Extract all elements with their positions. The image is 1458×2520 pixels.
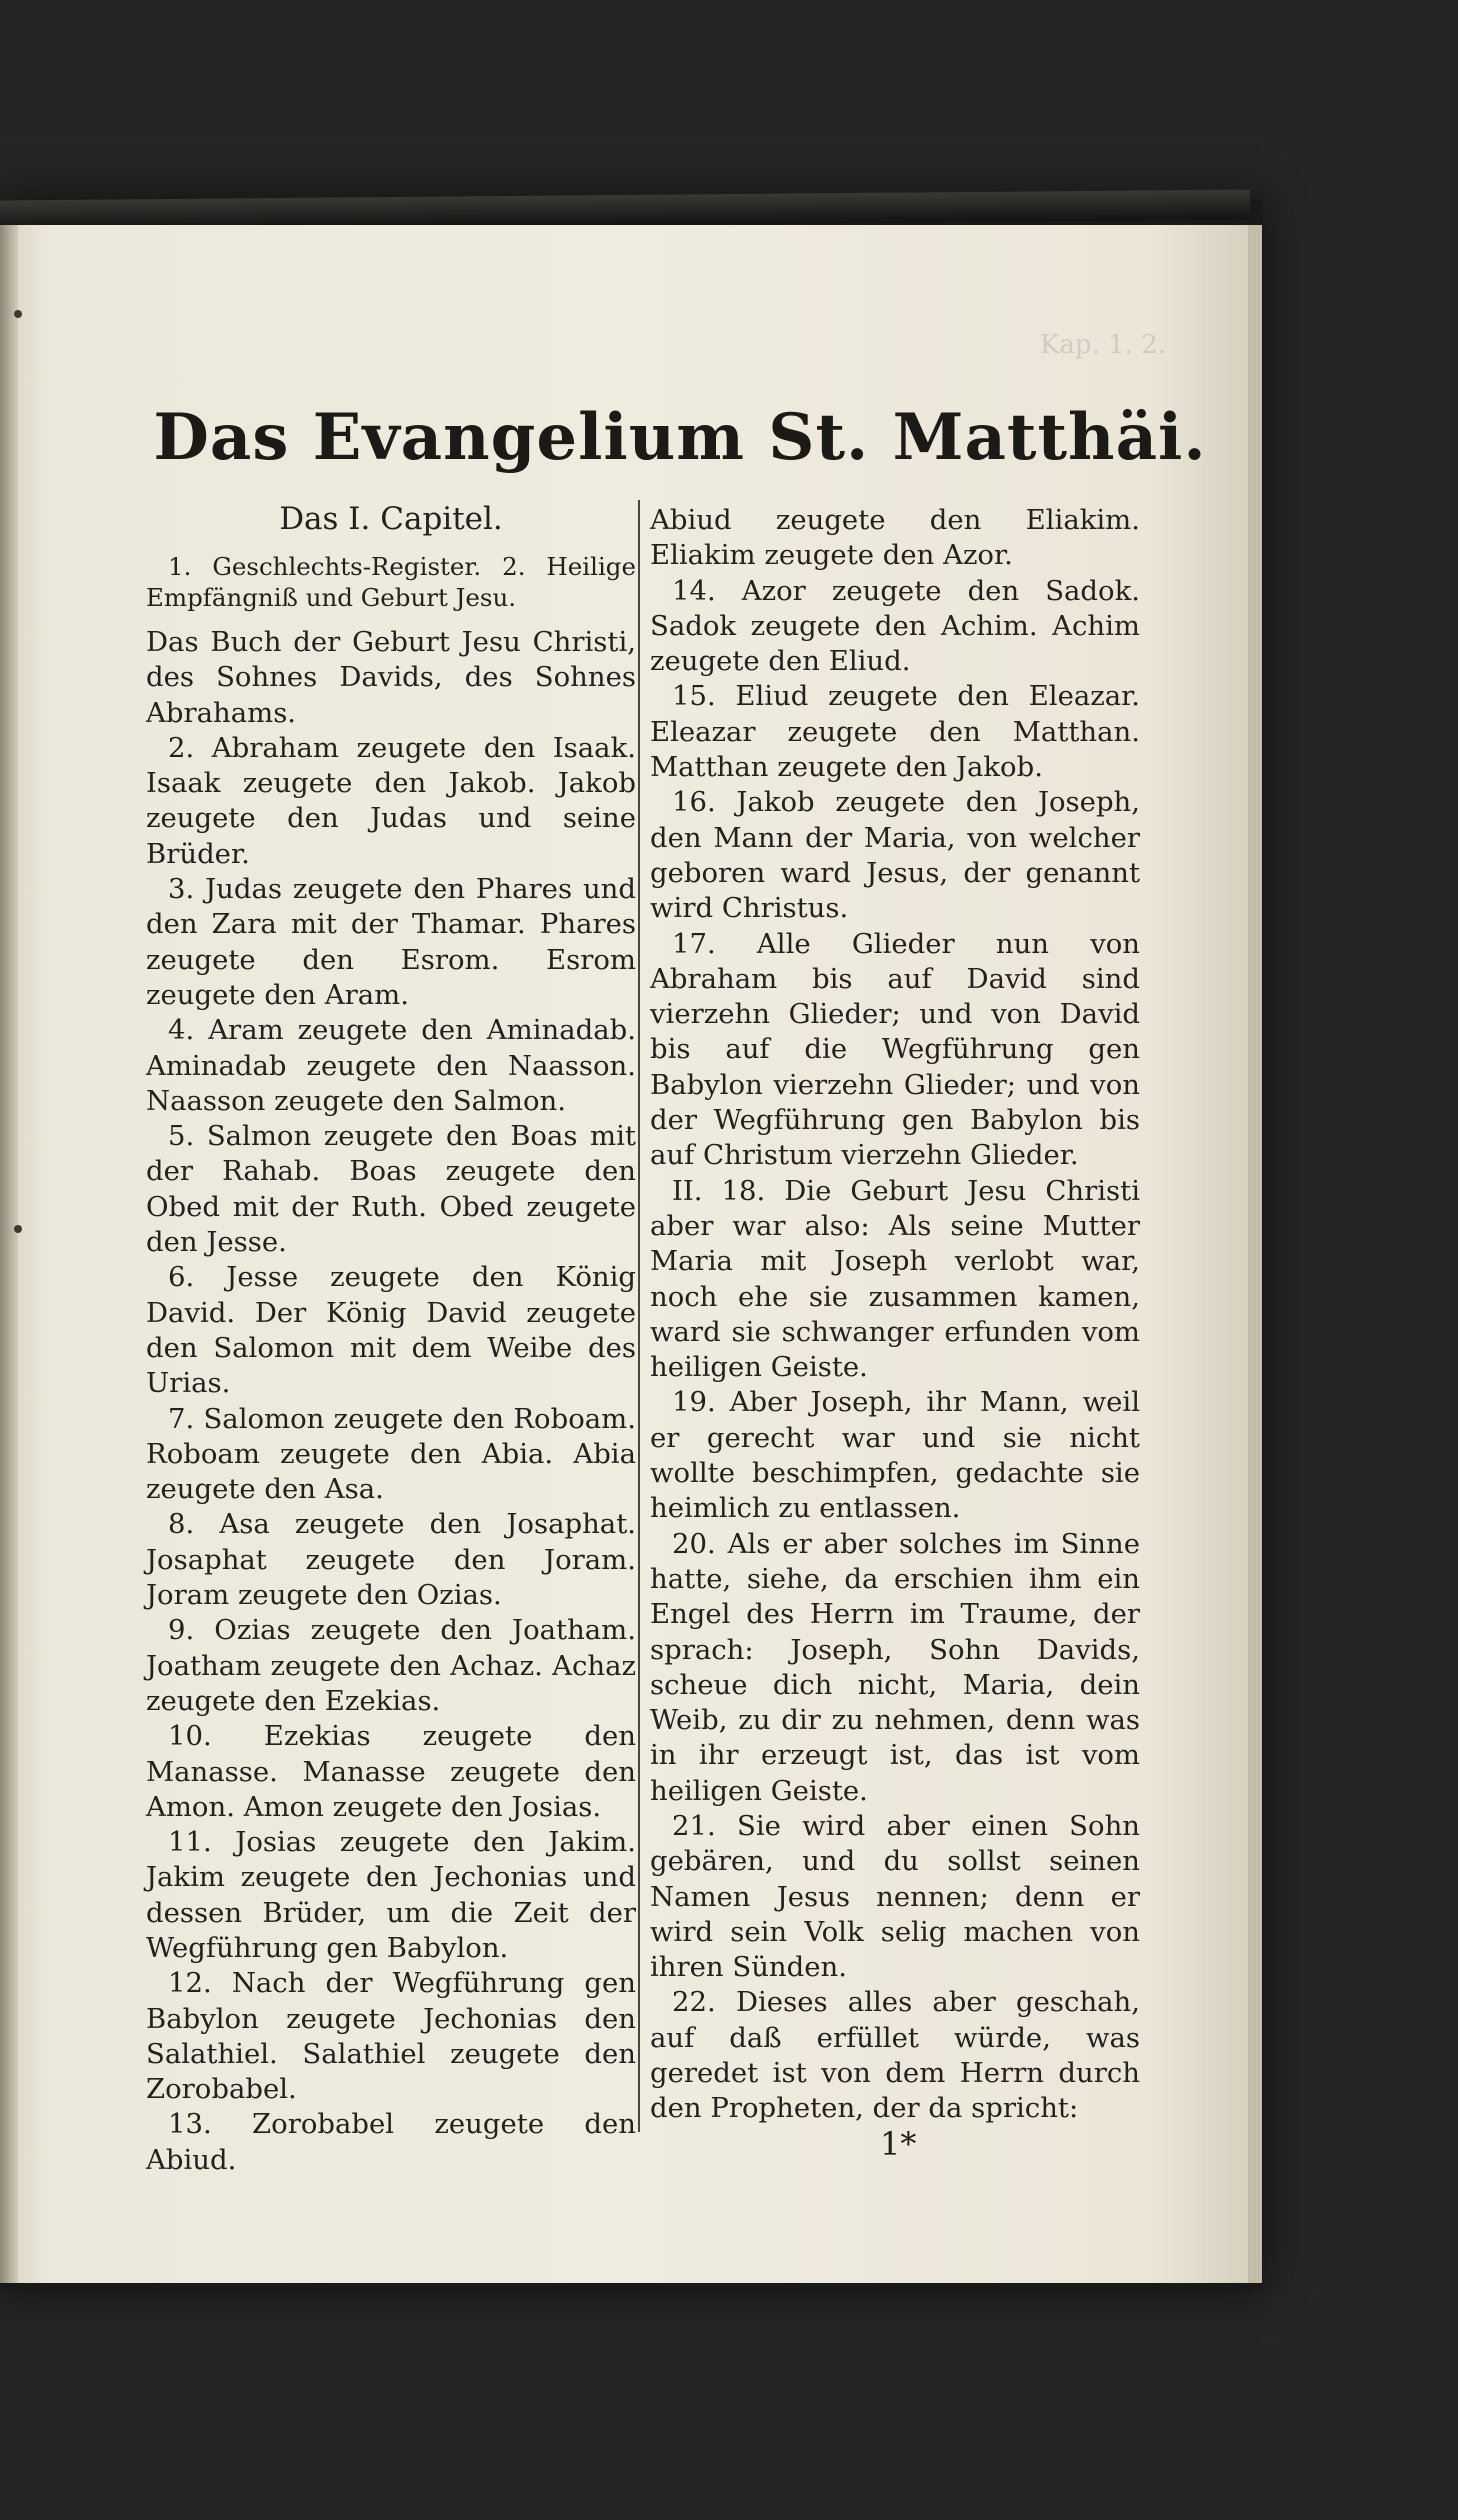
verse-17: 17. Alle Glieder nun von Abraham bis auf David sind vierzehn Glieder; und von David bis auf die Wegführung gen Babylon vierzehn Glieder; und von der Wegführung gen Babylon bis auf Christum vierzehn Glieder.	[650, 927, 1140, 1172]
margin-mark	[14, 310, 22, 318]
right-text-column	[650, 503, 1140, 2127]
verse-9: 9. Ozias zeugete den Joatham. Joatham zeugete den Achaz. Achaz zeugete den Ezekias.	[146, 1614, 636, 1717]
verse-18: II. 18. Die Geburt Jesu Christi aber war also: Als seine Mutter Maria mit Joseph verlobt war, noch ehe sie zusammen kamen, ward sie schwanger erfunden vom heiligen Geiste.	[650, 1174, 1140, 1384]
verse-20: 20. Als er aber solches im Sinne hatte, siehe, da erschien ihm ein Engel des Herrn im Traume, der sprach: Joseph, Sohn Davids, scheue dich nicht, Maria, dein Weib, zu dir zu nehmen, denn was in ihr erzeugt ist, das ist vom heiligen Geiste.	[650, 1527, 1140, 1807]
verse-4: 4. Aram zeugete den Aminadab. Aminadab zeugete den Naasson. Naasson zeugete den Salmon.	[146, 1014, 636, 1117]
verse-11: 11. Josias zeugete den Jakim. Jakim zeugete den Jechonias und dessen Brüder, um die Zeit der Wegführung gen Babylon.	[146, 1826, 636, 1964]
page-number: 1*	[880, 2125, 917, 2163]
margin-mark	[14, 1225, 22, 1233]
verse-13: 13. Zorobabel zeugete den Abiud.	[146, 2108, 636, 2176]
verse-5: 5. Salmon zeugete den Boas mit der Rahab. Boas zeugete den Obed mit der Ruth. Obed zeugete den Jesse.	[146, 1120, 636, 1259]
verse-6: 6. Jesse zeugete den König David. Der König David zeugete den Salomon mit dem Weibe des Urias.	[146, 1261, 636, 1400]
verse-10: 10. Ezekias zeugete den Manasse. Manasse zeugete den Amon. Amon zeugete den Josias.	[146, 1720, 636, 1823]
verse-14: 14. Azor zeugete den Sadok. Sadok zeugete den Achim. Achim zeugete den Eliud.	[650, 574, 1140, 678]
verse-19: 19. Aber Joseph, ihr Mann, weil er gerecht war und sie nicht wollte beschimpfen, gedachte sie heimlich zu entlassen.	[650, 1386, 1140, 1525]
verse-15: 15. Eliud zeugete den Eleazar. Eleazar zeugete den Matthan. Matthan zeugete den Jakob.	[650, 680, 1140, 784]
page-title: Das Evangelium St. Matthäi.	[153, 400, 1207, 475]
bleed-through-header: Kap. 1. 2.	[1040, 330, 1166, 360]
chapter-heading: Das I. Capitel.	[279, 501, 503, 537]
verse-8: 8. Asa zeugete den Josaphat. Josaphat zeugete den Joram. Joram zeugete den Ozias.	[146, 1508, 636, 1612]
left-text-column	[146, 495, 636, 2178]
verse-12: 12. Nach der Wegführung gen Babylon zeugete Jechonias den Salathiel. Salathiel zeugete den Zorobabel.	[146, 1967, 636, 2106]
verse-16: 16. Jakob zeugete den Joseph, den Mann der Maria, von welcher geboren ward Jesus, der genannt wird Christus.	[650, 786, 1140, 925]
page-gutter-shadow	[0, 225, 18, 2283]
verse-21: 21. Sie wird aber einen Sohn gebären, und du sollst seinen Namen Jesus nennen; denn er wird sein Volk selig machen von ihren Sünden.	[650, 1809, 1140, 1984]
verse-22: 22. Dieses alles aber geschah, auf daß erfüllet würde, was geredet ist von dem Herrn durch den Propheten, der da spricht:	[650, 1986, 1140, 2125]
verse-1: Das Buch der Geburt Jesu Christi, des Sohnes Davids, des Sohnes Abrahams.	[146, 626, 636, 729]
verse-3: 3. Judas zeugete den Phares und den Zara mit der Thamar. Phares zeugete den Esrom. Esrom zeugete den Aram.	[146, 873, 636, 1011]
chapter-summary: 1. Geschlechts-Register. 2. Heilige Empfängniß und Geburt Jesu.	[146, 552, 636, 612]
column-divider	[638, 500, 640, 2132]
verse-2: 2. Abraham zeugete den Isaak. Isaak zeugete den Jakob. Jakob zeugete den Judas und seine Brüder.	[146, 731, 636, 870]
page-fore-edge	[1248, 225, 1262, 2283]
verse-13-continued: Abiud zeugete den Eliakim. Eliakim zeugete den Azor.	[650, 504, 1140, 572]
verse-7: 7. Salomon zeugete den Roboam. Roboam zeugete den Abia. Abia zeugete den Asa.	[146, 1402, 636, 1506]
